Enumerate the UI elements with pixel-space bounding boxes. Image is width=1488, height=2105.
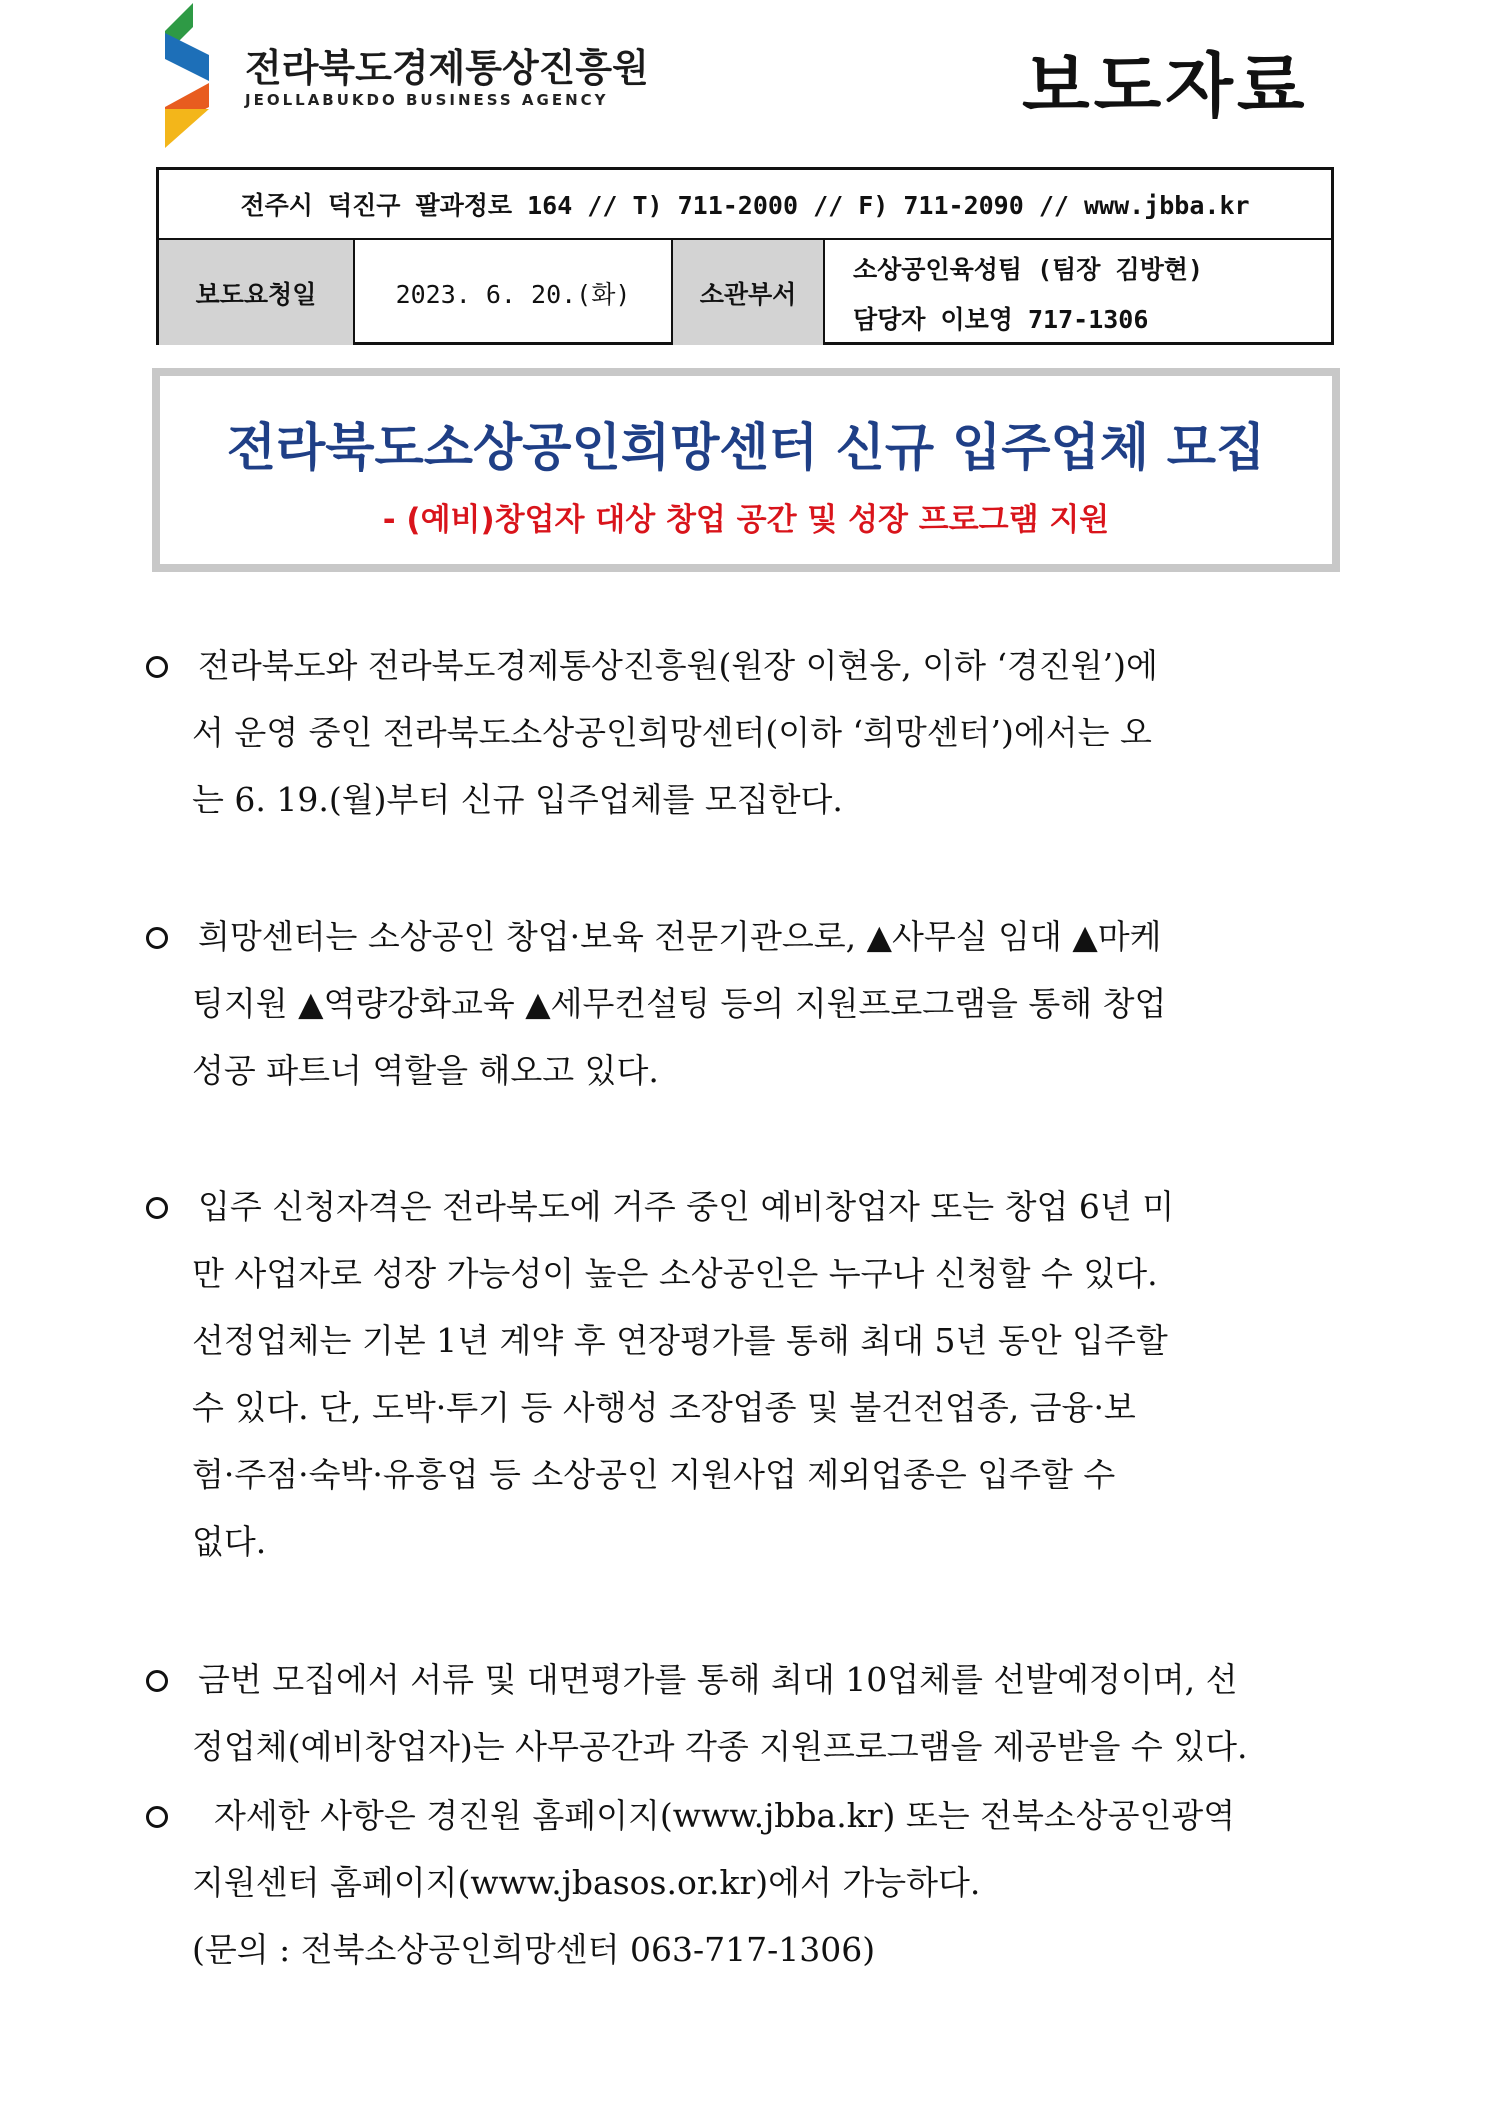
document-type-heading: 보도자료 xyxy=(1022,45,1309,127)
paragraph-line: 선정업체는 기본 1년 계약 후 연장평가를 통해 최대 5년 동안 입주할 xyxy=(192,1321,1168,1360)
logo-name-korean: 전라북도경제통상진흥원 xyxy=(245,46,649,90)
paragraph-line: 정업체(예비창업자)는 사무공간과 각종 지원프로그램을 제공받을 수 있다. xyxy=(192,1727,1248,1766)
paragraph-line: 자세한 사항은 경진원 홈페이지(www.jbba.kr) 또는 전북소상공인광역 xyxy=(214,1796,1236,1835)
paragraph-line: 전라북도와 전라북도경제통상진흥원(원장 이현웅, 이하 ‘경진원’)에 xyxy=(198,646,1158,685)
contact-line: 전주시 덕진구 팔과정로 164 // T) 711-2000 // F) 711-2090 // www.jbba.kr xyxy=(159,170,1331,240)
paragraph-line: 는 6. 19.(월)부터 신규 입주업체를 모집한다. xyxy=(192,780,843,819)
paragraph-line: 수 있다. 단, 도박·투기 등 사행성 조장업종 및 불건전업종, 금융·보 xyxy=(192,1388,1136,1427)
paragraph-line: 서 운영 중인 전라북도소상공인희망센터(이하 ‘희망센터’)에서는 오 xyxy=(192,713,1152,752)
circle-bullet-icon xyxy=(146,1670,168,1692)
request-date-value: 2023. 6. 20.(화) xyxy=(355,240,673,345)
circle-bullet-icon xyxy=(146,1806,168,1828)
headline-subtitle: - (예비)창업자 대상 창업 공간 및 성장 프로그램 지원 xyxy=(382,502,1110,538)
department-label: 소관부서 xyxy=(673,240,825,345)
paragraph-line: 희망센터는 소상공인 창업·보육 전문기관으로, ▲사무실 임대 ▲마케 xyxy=(198,917,1162,956)
headline-box xyxy=(152,368,1340,572)
department-value xyxy=(825,240,1331,345)
press-info-table xyxy=(156,167,1334,345)
circle-bullet-icon xyxy=(146,1197,168,1219)
circle-bullet-icon xyxy=(146,656,168,678)
department-contact: 담당자 이보영 717-1306 xyxy=(853,304,1149,334)
agency-logo xyxy=(163,3,683,148)
circle-bullet-icon xyxy=(146,927,168,949)
department-team: 소상공인육성팀 (팀장 김방현) xyxy=(853,254,1204,284)
paragraph-line: 입주 신청자격은 전라북도에 거주 중인 예비창업자 또는 창업 6년 미 xyxy=(198,1187,1175,1226)
paragraph-line: 험·주점·숙박·유흥업 등 소상공인 지원사업 제외업종은 입주할 수 xyxy=(192,1455,1116,1494)
paragraph-line: 없다. xyxy=(192,1522,267,1561)
logo-mark-icon xyxy=(163,3,233,148)
logo-name-english: JEOLLABUKDO BUSINESS AGENCY xyxy=(245,91,609,109)
paragraph-line: 지원센터 홈페이지(www.jbasos.or.kr)에서 가능하다. xyxy=(192,1863,981,1902)
paragraph-line: 만 사업자로 성장 가능성이 높은 소상공인은 누구나 신청할 수 있다. xyxy=(192,1254,1158,1293)
headline-title: 전라북도소상공인희망센터 신규 입주업체 모집 xyxy=(226,419,1266,478)
request-date-label: 보도요청일 xyxy=(159,240,355,345)
inquiry-contact: (문의 : 전북소상공인희망센터 063-717-1306) xyxy=(192,1930,876,1969)
paragraph-line: 금번 모집에서 서류 및 대면평가를 통해 최대 10업체를 선발예정이며, 선 xyxy=(198,1660,1238,1699)
paragraph-line: 팅지원 ▲역량강화교육 ▲세무컨설팅 등의 지원프로그램을 통해 창업 xyxy=(192,984,1167,1023)
paragraph-line: 성공 파트너 역할을 해오고 있다. xyxy=(192,1051,659,1090)
